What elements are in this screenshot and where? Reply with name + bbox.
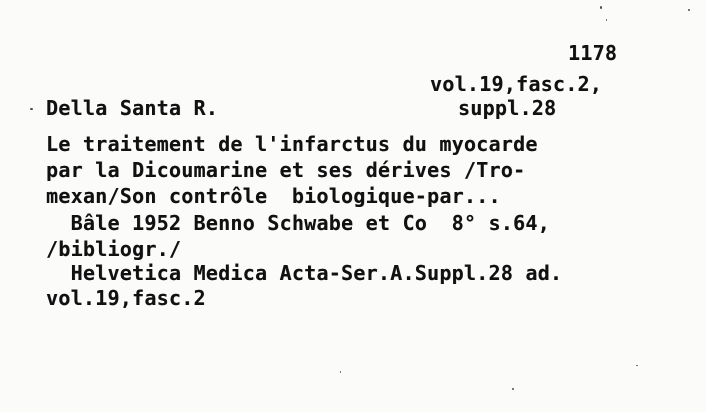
title-line-2: par la Dicoumarine et ses dérives /Tro- — [46, 158, 526, 182]
series-volume-line: vol.19,fasc.2 — [46, 286, 206, 310]
paper-speck — [340, 371, 341, 373]
paper-speck — [30, 108, 33, 110]
publication-line: Bâle 1952 Benno Schwabe et Co 8° s.64, — [46, 211, 550, 235]
card-number: 1178 — [568, 41, 618, 65]
title-line-1: Le traitement de l'infarctus du myocarde — [46, 132, 538, 156]
paper-speck — [512, 388, 514, 390]
paper-speck — [636, 365, 638, 366]
paper-speck — [600, 6, 602, 9]
series-line: Helvetica Medica Acta-Ser.A.Suppl.28 ad. — [46, 261, 563, 285]
author-name: Della Santa R. — [46, 96, 219, 120]
title-line-3: mexan/Son contrôle biologique-par... — [46, 184, 501, 208]
paper-speck — [688, 9, 690, 11]
bibliography-line: /bibliogr./ — [46, 237, 182, 261]
volume-reference: vol.19,fasc.2, — [430, 72, 603, 96]
paper-speck — [606, 19, 607, 21]
supplement-reference: suppl.28 — [458, 96, 557, 120]
